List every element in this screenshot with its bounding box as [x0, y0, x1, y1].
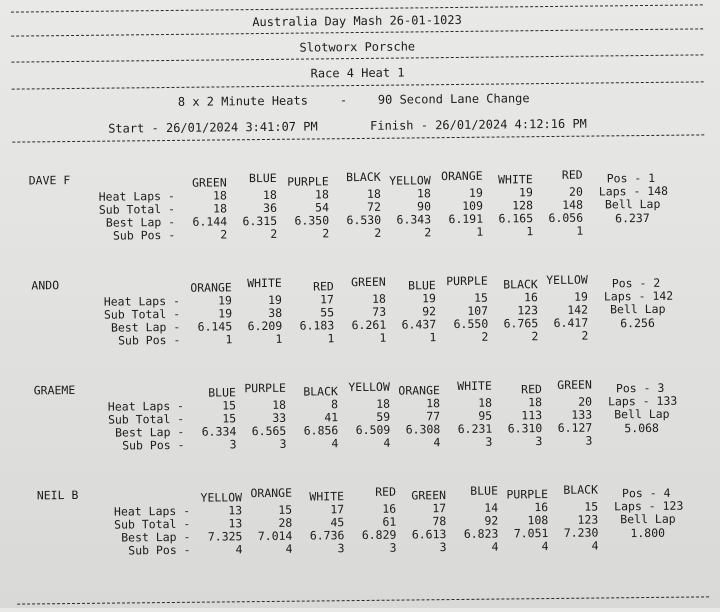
- finish-time: Finish - 26/01/2024 4:12:16 PM: [370, 116, 587, 133]
- track-name: Slotworx Porsche: [299, 39, 416, 55]
- result-cell: 19: [218, 293, 233, 308]
- row-label: Best Lap -: [115, 424, 185, 440]
- lane-color-header: RED: [561, 167, 583, 182]
- result-cell: 3: [585, 433, 593, 448]
- final-position: Pos - 4: [621, 485, 671, 501]
- result-cell: 92: [484, 513, 499, 528]
- row-label: Sub Pos -: [112, 227, 176, 243]
- result-cell: 123: [577, 512, 599, 527]
- bell-lap-value: 6.256: [620, 315, 655, 331]
- lane-color-header: BLACK: [563, 482, 599, 497]
- result-cell: 7.230: [563, 525, 599, 540]
- driver-block: [0, 164, 720, 272]
- start-time: Start - 26/01/2024 3:41:07 PM: [108, 119, 318, 136]
- row-label: Sub Pos -: [117, 332, 181, 348]
- lane-color-header: GREEN: [192, 175, 227, 190]
- result-cell: 128: [512, 198, 534, 213]
- result-cell: 4: [433, 435, 441, 450]
- result-cell: 18: [212, 188, 227, 203]
- result-cell: 13: [228, 503, 243, 518]
- result-cell: 3: [535, 434, 543, 449]
- result-cell: 59: [376, 409, 391, 424]
- lane-color-header: PURPLE: [446, 273, 488, 289]
- result-cell: 6.231: [457, 421, 493, 436]
- result-cell: 4: [491, 539, 499, 554]
- final-position: Pos - 1: [606, 170, 656, 186]
- result-cell: 6.315: [242, 213, 278, 229]
- bell-lap-value: 5.068: [624, 420, 660, 436]
- lane-color-header: WHITE: [457, 378, 492, 393]
- result-cell: 1: [429, 330, 437, 345]
- result-cell: 8: [331, 397, 339, 412]
- result-cell: 78: [432, 514, 447, 529]
- row-label: Best Lap -: [121, 529, 191, 545]
- driver-block: [2, 479, 720, 587]
- driver-name: NEIL B: [36, 487, 79, 503]
- divider: [17, 596, 709, 604]
- result-cell: 2: [220, 227, 228, 242]
- total-laps: Laps - 142: [603, 288, 674, 304]
- result-cell: 3: [485, 434, 493, 449]
- bell-lap-value: 1.800: [630, 525, 666, 541]
- lane-color-header: GREEN: [351, 274, 386, 290]
- result-cell: 6.191: [448, 211, 484, 227]
- result-cell: 148: [562, 197, 584, 212]
- result-cell: 3: [229, 437, 237, 452]
- total-laps: Laps - 148: [598, 183, 669, 199]
- heat-format: 8 x 2 Minute Heats: [177, 93, 308, 109]
- row-label: Heat Laps -: [107, 398, 185, 414]
- heat-info: [0, 89, 718, 109]
- result-cell: 15: [222, 411, 237, 426]
- result-cell: 6.823: [463, 526, 499, 541]
- result-cell: 6.343: [396, 212, 432, 227]
- lane-color-header: RED: [312, 279, 334, 294]
- result-cell: 6.308: [405, 422, 441, 437]
- result-cell: 2: [531, 329, 539, 344]
- result-cell: 15: [474, 290, 489, 305]
- lane-color-header: ORANGE: [398, 383, 440, 398]
- result-cell: 6.350: [294, 213, 330, 228]
- result-cell: 36: [263, 200, 278, 216]
- bell-lap-label: Bell Lap: [604, 196, 661, 212]
- result-cell: 142: [567, 302, 589, 317]
- driver-name: GRAEME: [33, 382, 76, 398]
- race-name: Race 4 Heat 1: [310, 65, 405, 81]
- result-cell: 6.261: [351, 317, 387, 333]
- row-label: Best Lap -: [110, 319, 181, 335]
- result-cell: 17: [330, 502, 345, 517]
- lane-color-header: GREEN: [557, 377, 592, 392]
- row-label: Sub Total -: [107, 411, 185, 427]
- result-cell: 6.765: [503, 316, 539, 331]
- result-cell: 2: [424, 225, 432, 240]
- result-cell: 6.310: [507, 421, 543, 436]
- result-cell: 72: [367, 199, 382, 214]
- lane-color-header: WHITE: [498, 172, 533, 187]
- result-cell: 7.051: [513, 526, 549, 541]
- result-cell: 6.530: [346, 212, 382, 228]
- result-cell: 2: [581, 328, 589, 343]
- result-cell: 15: [278, 502, 293, 517]
- result-cell: 6.613: [411, 527, 447, 542]
- driver-name: ANDO: [31, 278, 60, 293]
- result-cell: 92: [422, 304, 437, 319]
- result-cell: 18: [262, 187, 277, 203]
- result-cell: 18: [366, 186, 381, 201]
- lane-color-header: PURPLE: [244, 380, 286, 396]
- total-laps: Laps - 123: [614, 498, 684, 514]
- result-cell: 18: [416, 186, 431, 201]
- result-cell: 3: [337, 541, 345, 556]
- result-cell: 16: [524, 290, 539, 305]
- result-cell: 33: [272, 410, 287, 425]
- lane-color-header: BLACK: [303, 384, 338, 399]
- result-cell: 55: [320, 305, 335, 320]
- lane-color-header: BLACK: [345, 169, 381, 185]
- lane-color-header: BLUE: [208, 385, 236, 400]
- lane-change: 90 Second Lane Change: [377, 91, 530, 107]
- lane-color-header: WHITE: [247, 275, 282, 291]
- result-cell: 6.829: [361, 527, 397, 542]
- result-cell: 4: [235, 542, 243, 557]
- lane-color-header: BLACK: [503, 277, 538, 292]
- result-cell: 3: [279, 436, 287, 451]
- row-label: Best Lap -: [105, 214, 176, 230]
- result-cell: 123: [517, 303, 539, 318]
- result-cell: 6.550: [453, 316, 489, 332]
- result-cell: 133: [571, 407, 593, 422]
- lane-color-header: YELLOW: [546, 272, 588, 288]
- result-cell: 18: [314, 187, 329, 202]
- result-cell: 6.736: [309, 528, 345, 543]
- result-cell: 7.014: [257, 528, 293, 544]
- lane-color-header: WHITE: [309, 489, 345, 504]
- driver-name: DAVE F: [28, 173, 71, 188]
- result-cell: 107: [467, 303, 489, 318]
- result-cell: 1: [327, 331, 335, 346]
- result-cell: 19: [422, 291, 437, 306]
- result-cell: 3: [389, 540, 397, 555]
- lane-color-header: BLUE: [408, 278, 436, 293]
- lane-color-header: BLUE: [470, 483, 499, 498]
- result-cell: 77: [426, 409, 441, 424]
- row-label: Sub Total -: [114, 516, 191, 532]
- final-position: Pos - 2: [611, 275, 661, 291]
- total-laps: Laps - 133: [607, 393, 678, 409]
- result-cell: 20: [568, 184, 583, 199]
- divider: [12, 81, 704, 89]
- result-cell: 1: [576, 223, 584, 238]
- result-cell: 4: [541, 539, 549, 554]
- result-cell: 6.056: [548, 210, 584, 226]
- result-cell: 95: [478, 408, 493, 423]
- result-cell: 6.437: [401, 317, 437, 332]
- result-cell: 18: [528, 395, 543, 410]
- lane-color-header: RED: [375, 484, 397, 499]
- row-label: Heat Laps -: [98, 188, 175, 204]
- result-cell: 2: [374, 225, 382, 240]
- lane-color-header: ORANGE: [250, 485, 293, 501]
- result-cell: 15: [584, 499, 599, 514]
- lane-color-header: YELLOW: [200, 490, 243, 505]
- result-cell: 2: [322, 226, 330, 241]
- lane-color-header: YELLOW: [389, 173, 431, 188]
- event-title: Australia Day Mash 26-01-1023: [252, 12, 462, 30]
- result-cell: 18: [426, 396, 441, 411]
- time-info: [0, 115, 718, 136]
- lane-color-header: PURPLE: [506, 487, 549, 502]
- result-cell: 19: [468, 185, 483, 200]
- result-cell: 18: [272, 397, 287, 412]
- result-cell: 19: [518, 185, 533, 200]
- result-cell: 4: [591, 538, 599, 553]
- result-cell: 1: [379, 330, 387, 345]
- result-cell: 108: [527, 513, 549, 528]
- result-cell: 15: [222, 398, 237, 413]
- lane-color-header: BLUE: [248, 170, 277, 186]
- result-cell: 19: [574, 289, 589, 304]
- result-cell: 45: [330, 515, 345, 530]
- result-cell: 18: [372, 291, 387, 306]
- result-cell: 90: [417, 199, 432, 214]
- result-cell: 18: [213, 201, 228, 216]
- result-cell: 18: [376, 396, 391, 411]
- result-cell: 41: [324, 410, 339, 425]
- row-label: Sub Total -: [98, 201, 176, 217]
- bell-lap-value: 6.237: [615, 210, 650, 226]
- result-cell: 113: [521, 408, 543, 423]
- driver-block: [1, 374, 720, 482]
- result-cell: 13: [228, 516, 243, 531]
- result-cell: 28: [278, 515, 293, 530]
- row-label: Heat Laps -: [113, 503, 191, 519]
- result-cell: 14: [484, 500, 499, 515]
- result-cell: 6.856: [303, 423, 339, 438]
- driver-block: [0, 269, 720, 377]
- result-cell: 3: [439, 540, 447, 555]
- result-cell: 61: [382, 514, 397, 529]
- result-cell: 6.209: [247, 318, 283, 334]
- row-label: Heat Laps -: [103, 293, 181, 309]
- lane-color-header: GREEN: [411, 488, 447, 503]
- result-cell: 6.183: [299, 318, 335, 333]
- divider: [12, 134, 704, 142]
- result-cell: 1: [476, 224, 484, 239]
- row-label: Sub Total -: [103, 306, 181, 322]
- bell-lap-label: Bell Lap: [609, 301, 666, 317]
- result-cell: 6.127: [557, 420, 593, 435]
- result-cell: 6.144: [192, 214, 228, 229]
- result-cell: 2: [270, 226, 278, 241]
- result-cell: 1: [225, 332, 233, 347]
- lane-color-header: PURPLE: [287, 174, 329, 189]
- heat-separator: -: [339, 93, 348, 108]
- result-cell: 19: [218, 306, 233, 321]
- result-cell: 17: [432, 501, 447, 516]
- result-cell: 7.325: [207, 529, 243, 544]
- result-cell: 6.417: [553, 315, 589, 330]
- result-cell: 16: [534, 500, 549, 515]
- result-cell: 19: [268, 292, 283, 307]
- result-cell: 1: [275, 331, 283, 346]
- lane-color-header: YELLOW: [348, 379, 390, 395]
- result-cell: 16: [382, 501, 397, 516]
- final-position: Pos - 3: [615, 380, 665, 396]
- result-cell: 6.509: [355, 422, 391, 438]
- result-cell: 6.145: [197, 319, 233, 334]
- result-cell: 38: [268, 305, 283, 320]
- result-cell: 20: [578, 394, 593, 409]
- result-cell: 4: [383, 435, 391, 450]
- lane-color-header: ORANGE: [190, 280, 232, 295]
- bell-lap-label: Bell Lap: [620, 511, 676, 527]
- result-cell: 1: [526, 224, 534, 239]
- result-cell: 2: [481, 329, 489, 344]
- result-cell: 4: [331, 436, 339, 451]
- lane-color-header: RED: [521, 382, 542, 397]
- result-cell: 4: [285, 541, 293, 556]
- result-cell: 6.165: [498, 211, 534, 226]
- result-cell: 54: [315, 200, 330, 215]
- result-cell: 18: [478, 395, 493, 410]
- result-cell: 6.334: [201, 424, 237, 439]
- result-cell: 73: [372, 304, 387, 319]
- row-label: Sub Pos -: [122, 437, 185, 453]
- row-label: Sub Pos -: [128, 542, 191, 558]
- result-cell: 6.565: [251, 423, 287, 439]
- bell-lap-label: Bell Lap: [614, 406, 670, 422]
- result-cell: 17: [320, 292, 335, 307]
- result-cell: 109: [462, 198, 484, 213]
- lane-color-header: ORANGE: [441, 168, 483, 184]
